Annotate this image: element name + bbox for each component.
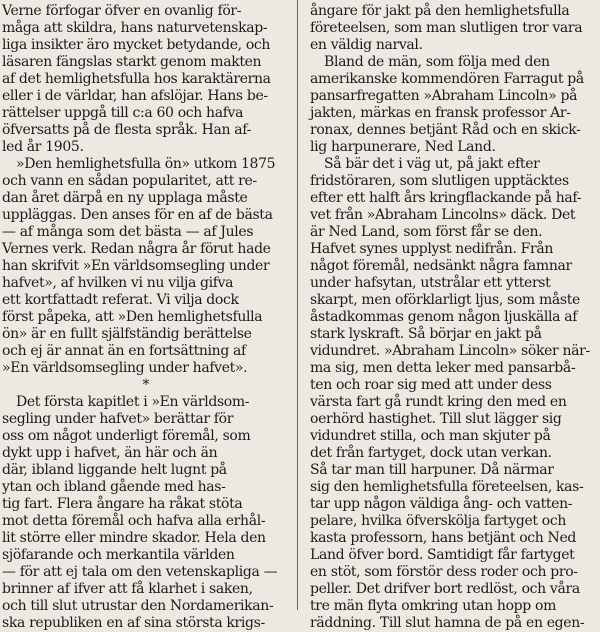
left-column (2, 3, 290, 631)
text-line: amerikanske kommendören Farragut på (310, 71, 584, 87)
text-line: under hafsytan, utstrålar ett ytterst (310, 275, 551, 291)
text-line: sig den hemlighetsfulla företeelsen, kas- (310, 479, 584, 495)
text-line: oss om något underligt föremål, som (2, 428, 251, 444)
text-line: räddning. Till slut hamna de på en egen- (310, 615, 585, 631)
text-line: lig harpunerare, Ned Land. (310, 139, 496, 155)
right-column (310, 3, 598, 631)
text-line: segling under hafvet» berättar för (2, 411, 234, 427)
text-line: ma sig, men detta leker med pansarbå- (310, 360, 576, 376)
text-line: tar upp någon väldiga ång- och vatten- (310, 496, 573, 512)
text-line: åstadkommas genom någon ljuskälla af (310, 309, 578, 325)
text-line: ön» är en fullt själfständig berättelse (2, 326, 252, 342)
section-separator: * (142, 377, 150, 393)
text-line: skarpt, men oförklarligt ljus, som måste (310, 292, 580, 308)
text-line: stark lyskraft. Så börjar en jakt på (310, 326, 542, 342)
text-line: fridstöraren, som slutligen upptäcktes (310, 173, 569, 189)
text-line: »Den hemlighetsfulla ön» utkom 1875 (16, 156, 276, 172)
text-line: Det första kapitlet i »En världsom- (16, 394, 250, 410)
text-line: eller i de världar, han afslöjar. Hans be- (2, 88, 268, 104)
text-line: Land öfver bord. Samtidigt får fartyget (310, 547, 575, 563)
text-line: företeelsen, som man slutligen tror vara (310, 20, 583, 36)
text-line: ett kortfattadt referat. Vi vilja dock (2, 292, 239, 308)
text-line: ångare för jakt på den hemlighetsfulla (310, 3, 570, 19)
text-line: Hafvet synes upplyst nedifrån. Från (310, 241, 554, 257)
text-line: kasta professorn, hans betjänt och Ned (310, 530, 576, 546)
text-line: sjöfarande och merkantila världen (2, 547, 235, 563)
text-line: ska republiken en af sina största krigs- (2, 615, 265, 631)
text-line: ronax, dennes betjänt Råd och en skick- (310, 122, 581, 138)
text-line: ten och roar sig med att under dess (310, 377, 552, 393)
text-line: uppläggas. Den anses för en af de bästa (2, 207, 273, 223)
text-line: Så tar man till harpuner. Då närmar (310, 462, 554, 478)
column-divider (297, 0, 298, 610)
text-line: rättelser uppgå till c:a 60 och hafva (2, 105, 244, 121)
text-line: lit större eller mindre skador. Hela den (2, 530, 266, 546)
text-line: led år 1905. (2, 139, 84, 155)
text-line: dykt upp i hafvet, än här och än (2, 445, 218, 461)
text-line: — för att ej tala om den vetenskapliga — (2, 564, 278, 580)
text-line: Verne förfogar öfver en ovanlig för- (2, 3, 242, 19)
text-line: jakten, märkas en fransk professor Ar- (310, 105, 571, 121)
text-line: en stöt, som förstör dess roder och pro- (310, 564, 578, 580)
text-line: pelare, hvilka öfverskölja fartyget och (310, 513, 567, 529)
text-line: vet från »Abraham Lincolns» däck. Det (310, 207, 576, 223)
text-line: läsaren fängslas starkt genom makten (2, 54, 262, 70)
text-line: liga insikter äro mycket betydande, och (2, 37, 271, 53)
text-line: oerhörd hastighet. Till slut lägger sig (310, 411, 562, 427)
text-line: dan året därpå en ny upplaga måste (2, 190, 248, 206)
text-line: efter ett halft års kringflackande på haf- (310, 190, 582, 206)
text-line: är Ned Land, som först får se den. (310, 224, 543, 240)
text-line: något föremål, nedsänkt några famnar (310, 258, 572, 274)
text-line: tre män flyta omkring utan hopp om (310, 598, 556, 614)
text-line: värsta fart gå rundt kring den med en (310, 394, 567, 410)
text-line: Bland de män, som följa med den (324, 54, 550, 70)
text-line: brinner af ifver att få klarhet i saken, (2, 581, 253, 597)
text-line: först påpeka, att »Den hemlighetsfulla (2, 309, 263, 325)
text-line: där, ibland liggande helt lugnt på (2, 462, 227, 478)
text-line: måga att skildra, hans naturvetenskap- (2, 20, 268, 36)
text-line: ytan och ibland gående med has- (2, 479, 226, 495)
text-line: han skrifvit »En världsomsegling under (2, 258, 270, 274)
text-line: peller. Det drifver bort redlöst, och våra (310, 581, 580, 597)
text-line: hafvet», af hvilken vi nu vilja gifva (2, 275, 234, 291)
text-line: — af många som det bästa — af Jules (2, 224, 254, 240)
text-line: tig fart. Flera ångare ha råkat stöta (2, 496, 243, 512)
text-line: vidundret stilla, och man skjuter på (310, 428, 551, 444)
text-line: mot detta föremål och hafva alla erhål- (2, 513, 266, 529)
text-line: och till slut utrustar den Nordamerikan- (2, 598, 274, 614)
text-line: och ej är annat än en fortsättning af (2, 343, 246, 359)
text-line: pansarfregatten »Abraham Lincoln» på (310, 88, 578, 104)
text-line: en väldig narval. (310, 37, 423, 53)
text-line: »En världsomsegling under hafvet». (2, 360, 248, 376)
text-line: öfversatts på de flesta språk. Han af- (2, 122, 251, 138)
text-line: och vann en sådan popularitet, att re- (2, 173, 257, 189)
text-line: af det hemlighetsfulla hos karaktärerna (2, 71, 271, 87)
text-line: Vernes verk. Redan några år förut hade (2, 241, 271, 257)
text-line: Så bär det i väg ut, på jakt efter (324, 156, 540, 172)
text-line: vidundret. »Abraham Lincoln» söker när- (310, 343, 590, 359)
text-line: det från fartyget, dock utan verkan. (310, 445, 552, 461)
